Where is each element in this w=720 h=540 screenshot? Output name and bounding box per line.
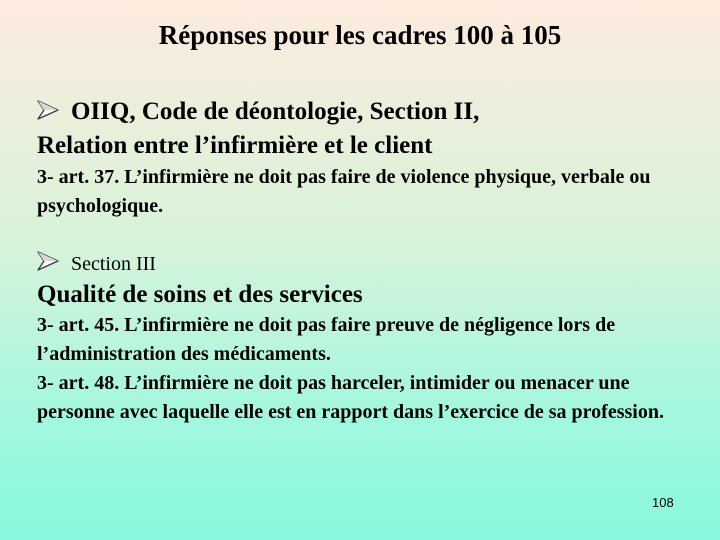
article-paragraph: 3- art. 48. L’infirmière ne doit pas harceler, intimider ou menacer une personne avec laquelle elle est en rapport dans l’exercice de sa profession. bbox=[37, 372, 664, 423]
section-heading: Qualité de soins et des services bbox=[37, 281, 363, 308]
article-paragraph: 3- art. 37. L’infirmière ne doit pas faire de violence physique, verbale ou psychologique. bbox=[37, 166, 651, 217]
arrow-bullet-icon bbox=[37, 251, 59, 271]
article-paragraph: 3- art. 45. L’infirmière ne doit pas faire preuve de négligence lors de l’administration des médicaments. bbox=[37, 314, 616, 365]
bullet-text: Section III bbox=[71, 253, 156, 275]
arrow-bullet-icon bbox=[37, 100, 59, 120]
bullet-line-oiiq bbox=[37, 95, 479, 129]
bullet-text: OIIQ, Code de déontologie, Section II, bbox=[71, 98, 480, 125]
page-number: 108 bbox=[652, 495, 674, 510]
section-heading: Relation entre l’infirmière et le client bbox=[37, 132, 433, 159]
bullet-line-section-iii bbox=[37, 249, 156, 279]
slide-title: Réponses pour les cadres 100 à 105 bbox=[158, 20, 562, 50]
